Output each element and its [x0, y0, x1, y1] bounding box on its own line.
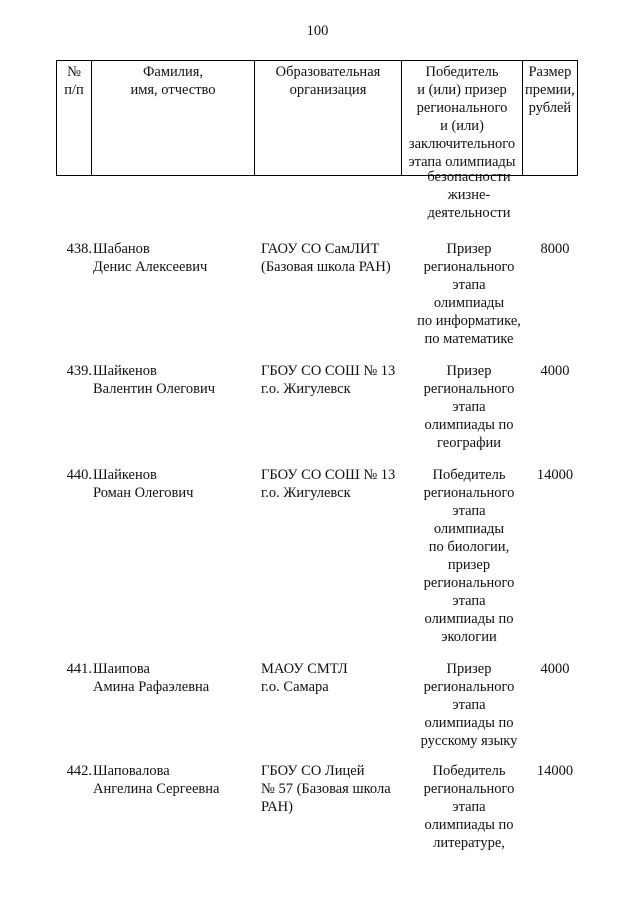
page-number: 100	[306, 23, 329, 39]
text-line: этапа	[452, 697, 486, 713]
text-line: по биологии,	[428, 539, 510, 555]
text-line: Шайкенов	[93, 363, 157, 379]
text-line: Шаповалова	[93, 763, 170, 779]
text-line: экологии	[441, 629, 497, 645]
text-line: этапа	[452, 799, 486, 815]
text-line: 4000	[540, 363, 570, 379]
text-line: географии	[437, 435, 501, 451]
text-line: 14000	[536, 467, 574, 483]
header-prize-cell	[523, 61, 578, 176]
text-line: этапа	[452, 593, 486, 609]
prize-amount	[530, 362, 580, 380]
row-number	[60, 660, 92, 678]
text-line: Денис Алексеевич	[93, 259, 208, 275]
text-line: ГАОУ СО СамЛИТ	[261, 241, 380, 257]
text-line: № 57 (Базовая школа	[261, 781, 391, 797]
prize-amount	[530, 466, 580, 484]
text-line: этапа	[452, 503, 486, 519]
text-line: 14000	[536, 763, 574, 779]
text-line: регионального	[423, 259, 515, 275]
text-line: 440.	[66, 467, 92, 483]
text-line: 441.	[66, 661, 92, 677]
cell-text	[411, 168, 527, 222]
olympiad-result	[411, 660, 527, 750]
olympiad-result	[411, 466, 527, 646]
text-line: заключительного	[408, 136, 516, 152]
prize-amount	[530, 240, 580, 258]
text-line: организация	[289, 82, 367, 98]
text-line: по математике	[424, 331, 514, 347]
text-line: МАОУ СМТЛ	[261, 661, 348, 677]
text-line: г.о. Самара	[261, 679, 329, 695]
prize-amount	[530, 762, 580, 780]
text-line: Победитель	[432, 763, 506, 779]
text-line: ГБОУ СО Лицей	[261, 763, 365, 779]
text-line: Ангелина Сергеевна	[93, 781, 220, 797]
text-line: 438.	[66, 241, 92, 257]
text-line: этапа олимпиады	[408, 154, 516, 170]
text-line: олимпиады по	[424, 611, 514, 627]
text-line: ГБОУ СО СОШ № 13	[261, 363, 396, 379]
text-line: и (или)	[440, 118, 484, 134]
header-result-cell	[402, 61, 523, 176]
text-line: Победитель	[432, 467, 506, 483]
text-line: регионального	[423, 575, 515, 591]
row-number	[60, 240, 92, 258]
organization-name	[261, 240, 403, 276]
text-line: регионального	[423, 679, 515, 695]
result-continuation	[411, 168, 527, 222]
text-line: Призер	[446, 241, 492, 257]
text-line: Шабанов	[93, 241, 150, 257]
text-line: Фамилия,	[142, 64, 204, 80]
text-line: Амина Рафаэлевна	[93, 679, 210, 695]
text-line: г.о. Жигулевск	[261, 485, 351, 501]
text-line: рублей	[528, 100, 572, 116]
organization-name	[261, 362, 403, 398]
text-line: олимпиады	[433, 521, 505, 537]
text-line: олимпиады по	[424, 715, 514, 731]
text-line: Призер	[446, 363, 492, 379]
header-name-cell	[92, 61, 255, 176]
text-line: олимпиады по	[424, 417, 514, 433]
participant-name	[93, 362, 253, 398]
cell-text	[59, 63, 89, 99]
header-organization-cell	[255, 61, 402, 176]
text-line: литературе,	[433, 835, 505, 851]
row-number	[60, 466, 92, 484]
text-line: Роман Олегович	[93, 485, 194, 501]
participant-name	[93, 762, 253, 798]
organization-name	[261, 762, 403, 816]
text-line: жизне-	[447, 187, 491, 203]
text-line: Шаипова	[93, 661, 150, 677]
text-line: безопасности	[427, 169, 511, 185]
organization-name	[261, 466, 403, 502]
cell-text	[404, 63, 520, 171]
text-line: ГБОУ СО СОШ № 13	[261, 467, 396, 483]
prize-amount	[530, 660, 580, 678]
text-line: русскому языку	[420, 733, 518, 749]
text-line: имя, отчество	[130, 82, 216, 98]
row-number	[60, 762, 92, 780]
text-line: регионального	[416, 100, 508, 116]
text-line: Образовательная	[275, 64, 381, 80]
olympiad-result	[411, 762, 527, 852]
text-line: Валентин Олегович	[93, 381, 216, 397]
cell-text	[257, 63, 399, 99]
text-line: Размер	[528, 64, 572, 80]
text-line: (Базовая школа РАН)	[261, 259, 391, 275]
table-header	[56, 60, 578, 176]
text-line: олимпиады	[433, 295, 505, 311]
text-line: деятельности	[427, 205, 511, 221]
text-line: и (или) призер	[417, 82, 507, 98]
text-line: регионального	[423, 781, 515, 797]
participant-name	[93, 466, 253, 502]
olympiad-result	[411, 240, 527, 348]
text-line: олимпиады по	[424, 817, 514, 833]
participant-name	[93, 240, 253, 276]
text-line: г.о. Жигулевск	[261, 381, 351, 397]
text-line: призер	[447, 557, 491, 573]
text-line: 439.	[66, 363, 92, 379]
text-line: Призер	[446, 661, 492, 677]
organization-name	[261, 660, 403, 696]
text-line: 8000	[540, 241, 570, 257]
text-line: п/п	[64, 82, 84, 98]
text-line: этапа	[452, 277, 486, 293]
header-number-cell	[57, 61, 92, 176]
text-line: 4000	[540, 661, 570, 677]
text-line: по информатике,	[417, 313, 521, 329]
text-line: этапа	[452, 399, 486, 415]
text-line: Шайкенов	[93, 467, 157, 483]
text-line: премии,	[525, 82, 575, 98]
cell-text	[94, 63, 252, 99]
text-line: РАН)	[261, 799, 293, 815]
participant-name	[93, 660, 253, 696]
cell-text	[525, 63, 575, 117]
row-number	[60, 362, 92, 380]
text-line: регионального	[423, 381, 515, 397]
text-line: №	[67, 64, 81, 80]
text-line: Победитель	[425, 64, 499, 80]
text-line: 442.	[66, 763, 92, 779]
text-line: регионального	[423, 485, 515, 501]
olympiad-result	[411, 362, 527, 452]
